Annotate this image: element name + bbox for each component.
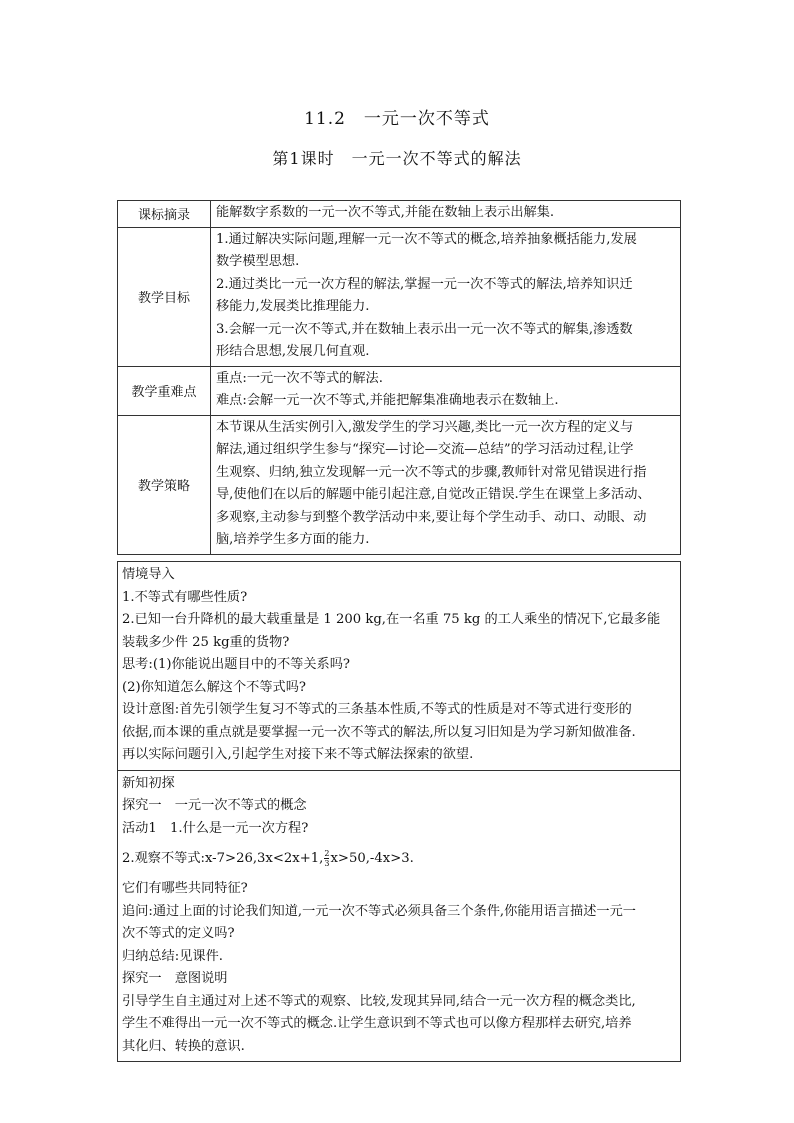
new-knowledge-line: 次不等式的定义吗? <box>122 926 235 941</box>
content-line: 解法,通过组织学生参与“探究—讨论—交流—总结”的学习活动过程,让学 <box>216 442 634 457</box>
inequality-prefix: 2.观察不等式:x-7>26,3x<2x+1, <box>122 851 324 866</box>
content-line: 能解数字系数的一元一次不等式,并能在数轴上表示出解集. <box>216 205 555 220</box>
fraction-denominator: 3 <box>324 859 330 868</box>
new-knowledge-line: 它们有哪些共同特征? <box>122 881 248 896</box>
curriculum-excerpt-content <box>211 201 681 228</box>
situation-line: 思考:(1)你能说出题目中的不等关系吗? <box>122 657 351 672</box>
new-knowledge-line: 活动1 1.什么是一元一次方程? <box>122 820 309 836</box>
inequality-list <box>122 846 676 872</box>
curriculum-excerpt-row <box>118 201 681 228</box>
situation-intro-row <box>118 562 681 771</box>
fraction-two-thirds <box>324 849 329 868</box>
page-subtitle: 第1课时 一元一次不等式的解法 <box>272 149 522 168</box>
content-line: 难点:会解一元一次不等式,并能把解集准确地表示在数轴上. <box>216 393 559 408</box>
key-difficult-points-header: 教学重难点 <box>118 366 211 415</box>
overview-table <box>117 200 681 555</box>
content-line: 导,使他们在以后的解题中能引起注意,自觉改正错误.学生在课堂上多活动、 <box>216 487 651 502</box>
new-knowledge-line: 新知初探 <box>122 775 175 791</box>
new-knowledge-row <box>118 770 681 1062</box>
page-title: 11.2 一元一次不等式 <box>304 109 490 129</box>
teaching-goals-header: 教学目标 <box>118 227 211 366</box>
new-knowledge-line: 引导学生自主通过对上述不等式的观察、比较,发现其异同,结合一元一次方程的概念类比, <box>122 993 636 1009</box>
teaching-strategy-row <box>118 415 681 554</box>
teaching-strategy-header: 教学策略 <box>118 415 211 554</box>
new-knowledge-line: 探究一 意图说明 <box>122 971 228 986</box>
situation-line: 再以实际问题引入,引起学生对接下来不等式解法探索的欲望. <box>122 747 474 762</box>
content-line: 数学模型思想. <box>216 254 300 269</box>
new-knowledge-line: 追问:通过上面的讨论我们知道,一元一次不等式必须具备三个条件,你能用语言描述一元一 <box>122 903 636 919</box>
new-knowledge-line: 学生不难得出一元一次不等式的概念.让学生意识到不等式也可以像方程那样去研究,培养 <box>122 1016 632 1031</box>
new-knowledge-line: 归纳总结:见课件. <box>122 948 223 964</box>
key-difficult-points-row <box>118 366 681 415</box>
content-line: 脑,培养学生多方面的能力. <box>216 532 370 547</box>
key-difficult-points-content <box>211 366 681 415</box>
content-line: 移能力,发展类比推理能力. <box>216 299 370 314</box>
situation-line: 情境导入 <box>122 567 175 582</box>
teaching-goals-content <box>211 227 681 366</box>
situation-line: (2)你知道怎么解这个不等式吗? <box>122 679 306 695</box>
teaching-process-table <box>117 561 681 1062</box>
new-knowledge-line: 探究一 一元一次不等式的概念 <box>122 798 307 813</box>
situation-line: 1.不等式有哪些性质? <box>122 589 248 605</box>
content-line: 本节课从生活实例引入,激发学生的学习兴趣,类比一元一次方程的定义与 <box>216 419 634 435</box>
fraction-numerator: 2 <box>324 849 330 858</box>
situation-line: 设计意图:首先引领学生复习不等式的三条基本性质,不等式的性质是对不等式进行变形的 <box>122 702 632 717</box>
situation-line: 依据,而本课的重点就是要掌握一元一次不等式的解法,所以复习旧知是为学习新知做准备. <box>122 724 636 740</box>
content-line: 形结合思想,发展几何直观. <box>216 344 370 359</box>
new-knowledge-cell <box>118 770 681 1062</box>
curriculum-excerpt-header: 课标摘录 <box>118 201 211 228</box>
inequality-suffix: x>50,-4x>3. <box>330 851 414 866</box>
situation-line: 装载多少件 25 kg重的货物? <box>122 634 290 650</box>
content-line: 多观察,主动参与到整个教学活动中来,要让每个学生动手、动口、动眼、动 <box>216 509 647 525</box>
content-line: 2.通过类比一元一次方程的解法,掌握一元一次不等式的解法,培养知识迁 <box>216 276 633 292</box>
content-line: 3.会解一元一次不等式,并在数轴上表示出一元一次不等式的解集,渗透数 <box>216 321 633 337</box>
content-line: 1.通过解决实际问题,理解一元一次不等式的概念,培养抽象概括能力,发展 <box>216 231 637 247</box>
situation-line: 2.已知一台升降机的最大载重量是 1 200 kg,在一名重 75 kg 的工人乘坐的情况下,它最多能 <box>122 612 661 627</box>
content-line: 重点:一元一次不等式的解法. <box>216 370 383 386</box>
teaching-strategy-content <box>211 415 681 554</box>
new-knowledge-line: 其化归、转换的意识. <box>122 1038 245 1054</box>
content-line: 生观察、归纳,独立发现解一元一次不等式的步骤,教师针对常见错误进行指 <box>216 464 647 480</box>
situation-intro-cell <box>118 562 681 771</box>
teaching-goals-row <box>118 227 681 366</box>
